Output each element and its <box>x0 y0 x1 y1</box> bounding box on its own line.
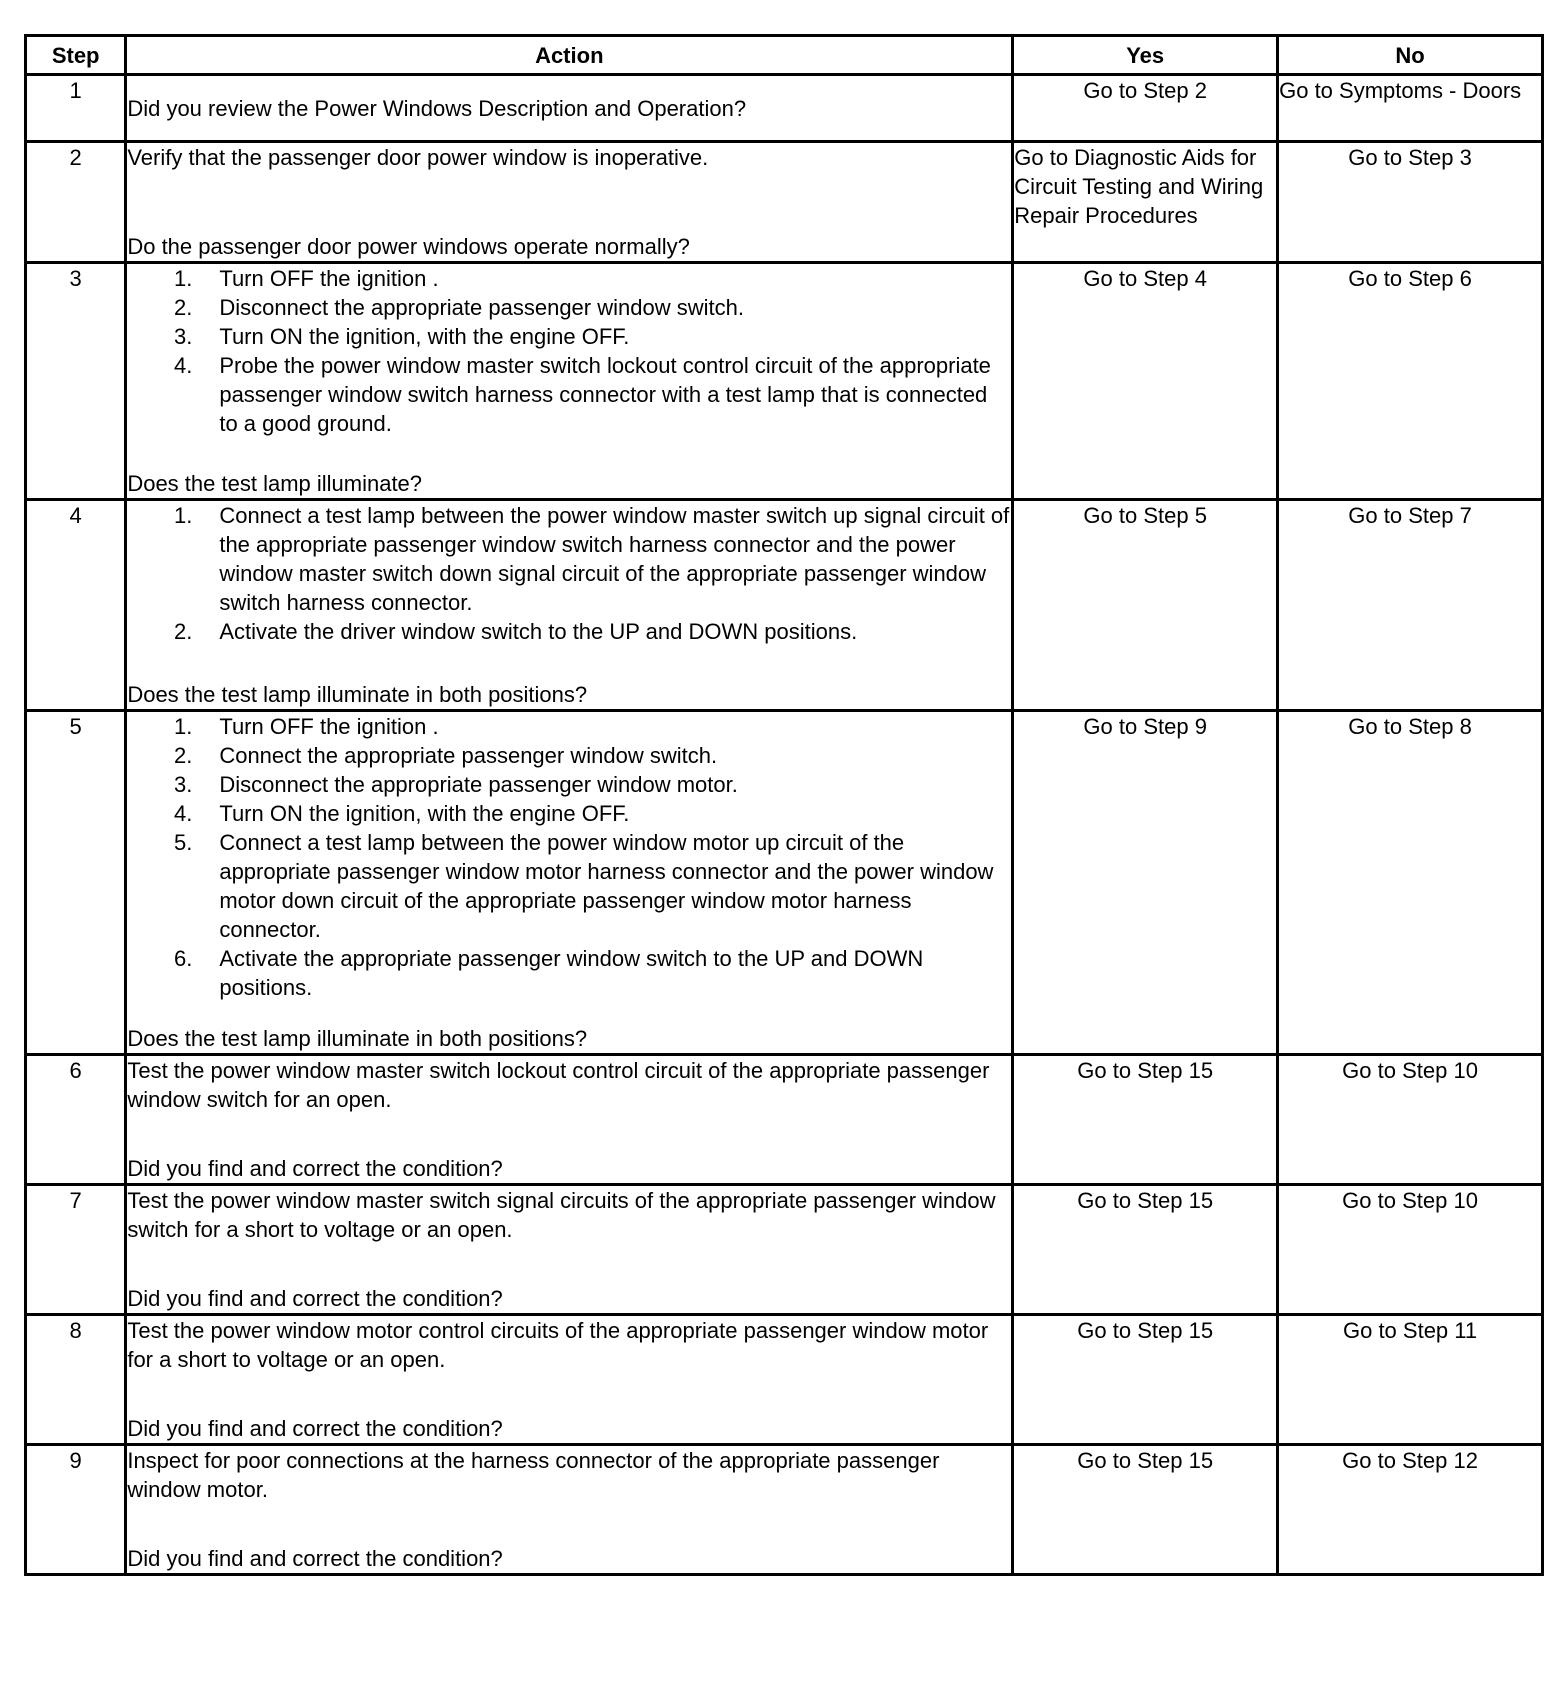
table-row <box>26 711 1543 1055</box>
list-item <box>127 828 1011 944</box>
list-item <box>127 741 1011 770</box>
action-content <box>127 1056 1011 1183</box>
table-row <box>26 142 1543 263</box>
header-row <box>26 36 1543 75</box>
action-instructions <box>127 1446 1011 1504</box>
action-instructions <box>127 264 1011 438</box>
action-instructions <box>127 712 1011 1002</box>
list-item-text: Disconnect the appropriate passenger window motor. <box>219 772 738 797</box>
step-number: 3 <box>26 263 126 500</box>
step-number: 4 <box>26 500 126 711</box>
list-item-number: 2. <box>173 619 193 644</box>
table-row <box>26 263 1543 500</box>
action-instructions <box>127 1316 1011 1374</box>
list-item-number: 5. <box>173 830 193 855</box>
yes-outcome: Go to Step 5 <box>1013 500 1278 711</box>
list-item <box>127 293 1011 322</box>
list-item-number: 1. <box>173 714 193 739</box>
action-question: Does the test lamp illuminate in both positions? <box>127 1026 588 1051</box>
no-outcome: Go to Step 7 <box>1278 500 1543 711</box>
action-cell <box>126 1055 1013 1185</box>
action-instructions <box>127 143 1011 172</box>
no-outcome: Go to Step 3 <box>1278 142 1543 263</box>
action-question: Did you find and correct the condition? <box>127 1416 503 1441</box>
action-cell <box>126 263 1013 500</box>
action-step-list <box>127 501 1011 646</box>
action-cell <box>126 1445 1013 1575</box>
yes-outcome: Go to Diagnostic Aids for Circuit Testing and Wiring Repair Procedures <box>1013 142 1278 263</box>
table-row <box>26 1055 1543 1185</box>
action-intro: Test the power window motor control circuits of the appropriate passenger window motor for a short to voltage or an open. <box>127 1318 989 1372</box>
diagnostic-table <box>24 34 1544 1576</box>
action-intro: Verify that the passenger door power window is inoperative. <box>127 145 709 170</box>
list-item <box>127 770 1011 799</box>
step-number: 7 <box>26 1185 126 1315</box>
action-cell <box>126 711 1013 1055</box>
list-item-text: Connect the appropriate passenger window switch. <box>219 743 718 768</box>
header-step: Step <box>26 36 126 75</box>
step-number: 1 <box>26 75 126 142</box>
table-row <box>26 1185 1543 1315</box>
list-item-number: 4. <box>173 353 193 378</box>
list-item-number: 1. <box>173 503 193 528</box>
action-question: Does the test lamp illuminate? <box>127 471 423 496</box>
table-row <box>26 1315 1543 1445</box>
list-item-text: Turn ON the ignition, with the engine OFF. <box>219 801 630 826</box>
step-number: 8 <box>26 1315 126 1445</box>
no-outcome: Go to Step 8 <box>1278 711 1543 1055</box>
list-item-number: 3. <box>173 772 193 797</box>
list-item-text: Turn OFF the ignition . <box>219 714 439 739</box>
list-item <box>127 712 1011 741</box>
step-number: 9 <box>26 1445 126 1575</box>
yes-outcome: Go to Step 9 <box>1013 711 1278 1055</box>
no-outcome: Go to Symptoms - Doors <box>1278 75 1543 142</box>
list-item-text: Probe the power window master switch lockout control circuit of the appropriate passenger window switch harness connector with a test lamp that is connected to a good ground. <box>219 353 991 436</box>
action-intro: Test the power window master switch signal circuits of the appropriate passenger window switch for a short to voltage or an open. <box>127 1188 996 1242</box>
action-cell <box>126 500 1013 711</box>
header-no: No <box>1278 36 1543 75</box>
action-instructions <box>127 1186 1011 1244</box>
list-item <box>127 617 1011 646</box>
list-item <box>127 322 1011 351</box>
list-item-text: Activate the driver window switch to the UP and DOWN positions. <box>219 619 858 644</box>
action-content <box>127 501 1011 709</box>
list-item-number: 4. <box>173 801 193 826</box>
step-number: 5 <box>26 711 126 1055</box>
action-instructions <box>127 501 1011 646</box>
action-instructions <box>127 1056 1011 1114</box>
list-item-text: Turn OFF the ignition . <box>219 266 439 291</box>
yes-outcome: Go to Step 2 <box>1013 75 1278 142</box>
list-item-number: 2. <box>173 743 193 768</box>
no-outcome: Go to Step 11 <box>1278 1315 1543 1445</box>
action-content <box>127 1316 1011 1443</box>
action-content <box>127 264 1011 498</box>
list-item <box>127 501 1011 617</box>
list-item-text: Disconnect the appropriate passenger window switch. <box>219 295 744 320</box>
action-question: Did you find and correct the condition? <box>127 1286 503 1311</box>
list-item-number: 1. <box>173 266 193 291</box>
table-row <box>26 75 1543 142</box>
action-content <box>127 712 1011 1053</box>
action-intro: Test the power window master switch lockout control circuit of the appropriate passenger window switch for an open. <box>127 1058 990 1112</box>
action-content <box>127 1186 1011 1313</box>
action-question: Do the passenger door power windows operate normally? <box>127 234 690 259</box>
list-item-text: Connect a test lamp between the power window master switch up signal circuit of the appropriate passenger window switch harness connector and the power window master switch down signal circuit of the appropriate passenger window switch harness connector. <box>219 503 1010 615</box>
action-step-list <box>127 264 1011 438</box>
list-item-text: Connect a test lamp between the power window motor up circuit of the appropriate passenger window motor harness connector and the power window motor down circuit of the appropriate passenger window motor harness connector. <box>219 830 994 942</box>
yes-outcome: Go to Step 15 <box>1013 1055 1278 1185</box>
no-outcome: Go to Step 12 <box>1278 1445 1543 1575</box>
action-content <box>127 143 1011 261</box>
header-yes: Yes <box>1013 36 1278 75</box>
action-step-list <box>127 712 1011 1002</box>
list-item-number: 2. <box>173 295 193 320</box>
list-item <box>127 944 1011 1002</box>
action-cell <box>126 75 1013 142</box>
no-outcome: Go to Step 10 <box>1278 1185 1543 1315</box>
header-action: Action <box>126 36 1013 75</box>
action-question: Does the test lamp illuminate in both positions? <box>127 682 588 707</box>
list-item-number: 3. <box>173 324 193 349</box>
list-item-text: Activate the appropriate passenger window switch to the UP and DOWN positions. <box>219 946 924 1000</box>
action-cell <box>126 1185 1013 1315</box>
yes-outcome: Go to Step 15 <box>1013 1315 1278 1445</box>
yes-outcome: Go to Step 4 <box>1013 263 1278 500</box>
list-item <box>127 351 1011 438</box>
action-intro: Inspect for poor connections at the harness connector of the appropriate passenger window motor. <box>127 1448 940 1502</box>
no-outcome: Go to Step 6 <box>1278 263 1543 500</box>
yes-outcome: Go to Step 15 <box>1013 1185 1278 1315</box>
action-question: Did you find and correct the condition? <box>127 1546 503 1571</box>
step-number: 6 <box>26 1055 126 1185</box>
action-content <box>127 1446 1011 1573</box>
table-row <box>26 1445 1543 1575</box>
list-item <box>127 799 1011 828</box>
step-number: 2 <box>26 142 126 263</box>
action-question: Did you find and correct the condition? <box>127 1156 503 1181</box>
action-question: Did you review the Power Windows Description and Operation? <box>127 95 747 121</box>
table-row <box>26 500 1543 711</box>
yes-outcome: Go to Step 15 <box>1013 1445 1278 1575</box>
no-outcome: Go to Step 10 <box>1278 1055 1543 1185</box>
action-content <box>127 76 1011 140</box>
list-item <box>127 264 1011 293</box>
list-item-text: Turn ON the ignition, with the engine OFF. <box>219 324 630 349</box>
diagnostic-table-container <box>24 34 1544 1576</box>
list-item-number: 6. <box>173 946 193 971</box>
action-cell <box>126 1315 1013 1445</box>
action-cell <box>126 142 1013 263</box>
